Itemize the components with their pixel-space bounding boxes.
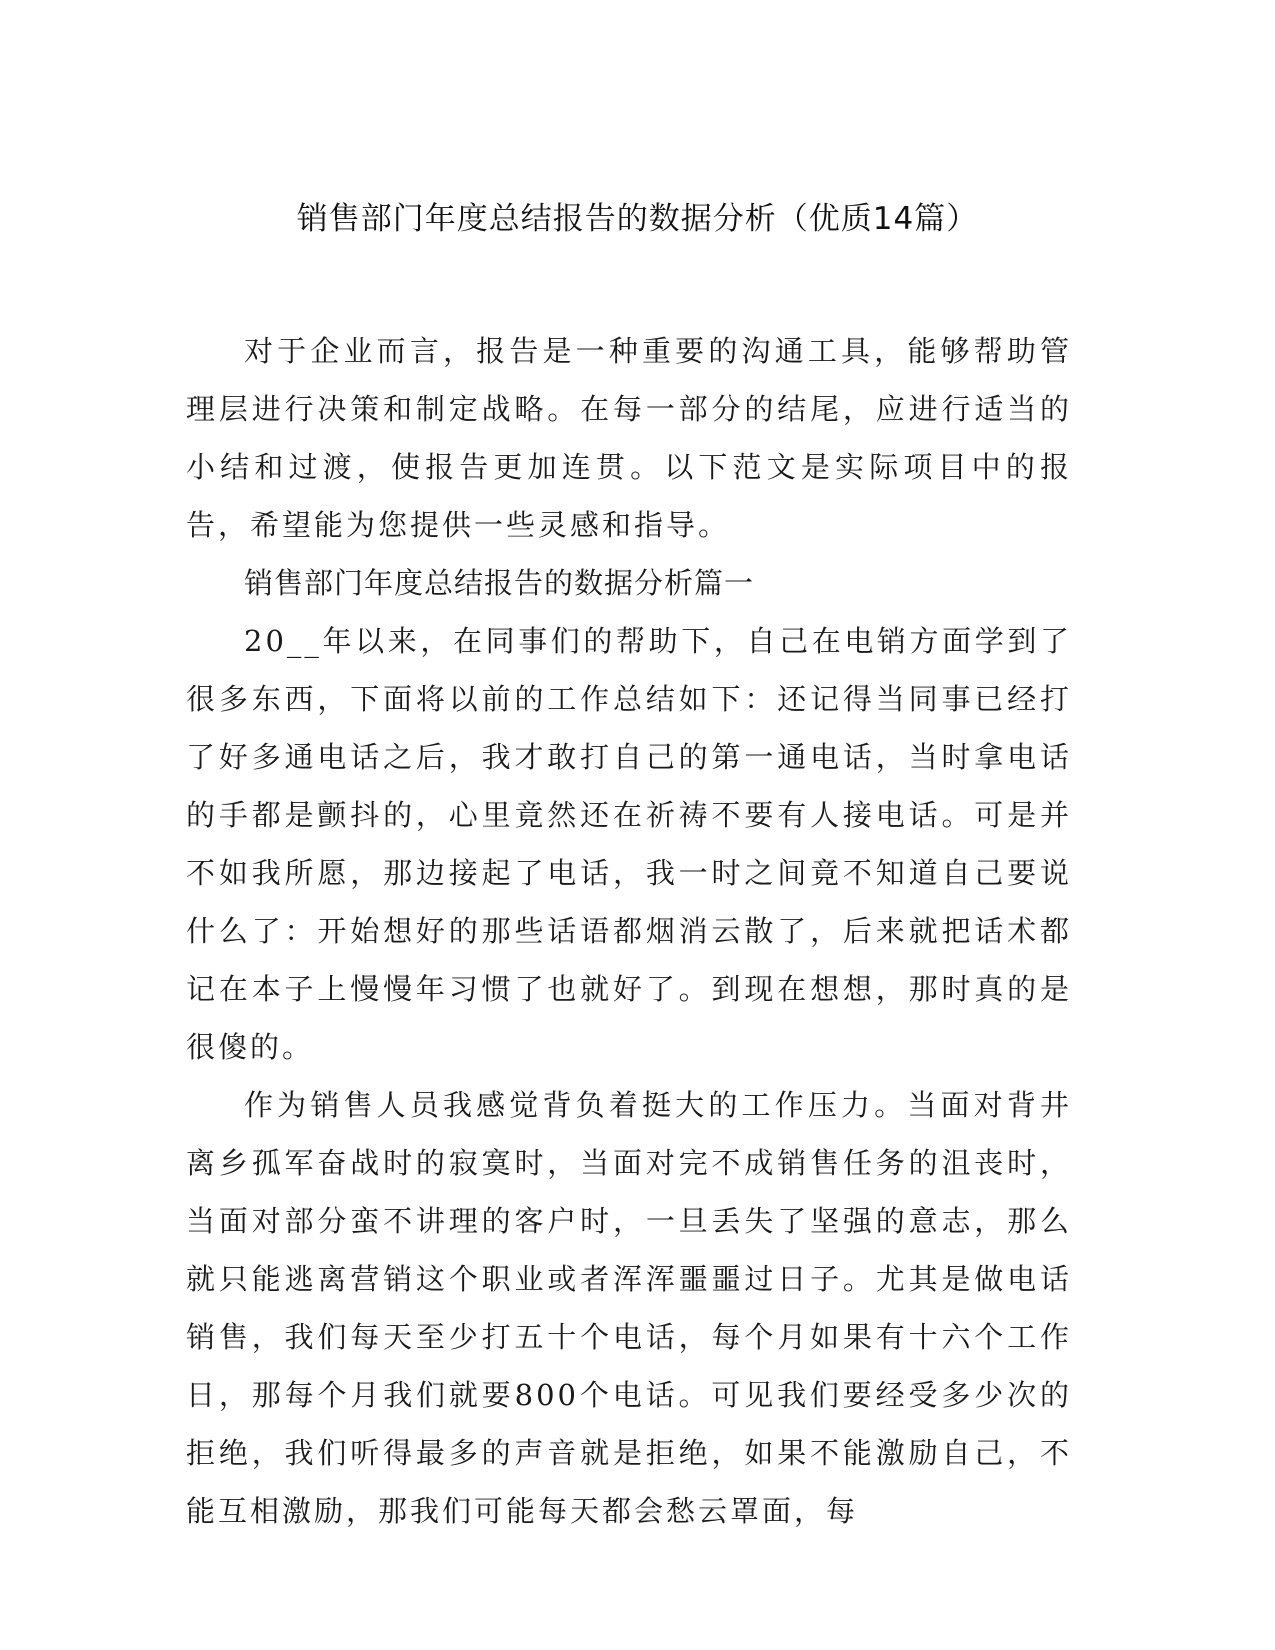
intro-paragraph: 对于企业而言，报告是一种重要的沟通工具，能够帮助管理层进行决策和制定战略。在每一部分的结尾，应进行适当的小结和过渡，使报告更加连贯。以下范文是实际项目中的报告，希望能为您提供一些灵感和指导。 (186, 334, 1072, 542)
body-paragraph: 作为销售人员我感觉背负着挺大的工作压力。当面对背井离乡孤军奋战时的寂寞时，当面对完不成销售任务的沮丧时，当面对部分蛮不讲理的客户时，一旦丢失了坚强的意志，那么就只能逃离营销这个职业或者浑浑噩噩过日子。尤其是做电话销售，我们每天至少打五十个电话，每个月如果有十六个工作日，那每个月我们就要800个电话。可见我们要经受多少次的拒绝，我们听得最多的声音就是拒绝，如果不能激励自己，不能互相激励，那我们可能每天都会愁云罩面，每 (186, 1088, 1072, 1528)
body-paragraph: 20__年以来，在同事们的帮助下，自己在电销方面学到了很多东西，下面将以前的工作总结如下：还记得当同事已经打了好多通电话之后，我才敢打自己的第一通电话，当时拿电话的手都是颤抖的，心里竟然还在祈祷不要有人接电话。可是并不如我所愿，那边接起了电话，我一时之间竟不知道自己要说什么了：开始想好的那些话语都烟消云散了，后来就把话术都记在本子上慢慢年习惯了也就好了。到现在想想，那时真的是很傻的。 (186, 624, 1072, 1064)
section-heading: 销售部门年度总结报告的数据分析篇一 (244, 566, 755, 600)
document-title: 销售部门年度总结报告的数据分析（优质14篇） (296, 201, 979, 237)
document-body (186, 322, 1072, 1540)
